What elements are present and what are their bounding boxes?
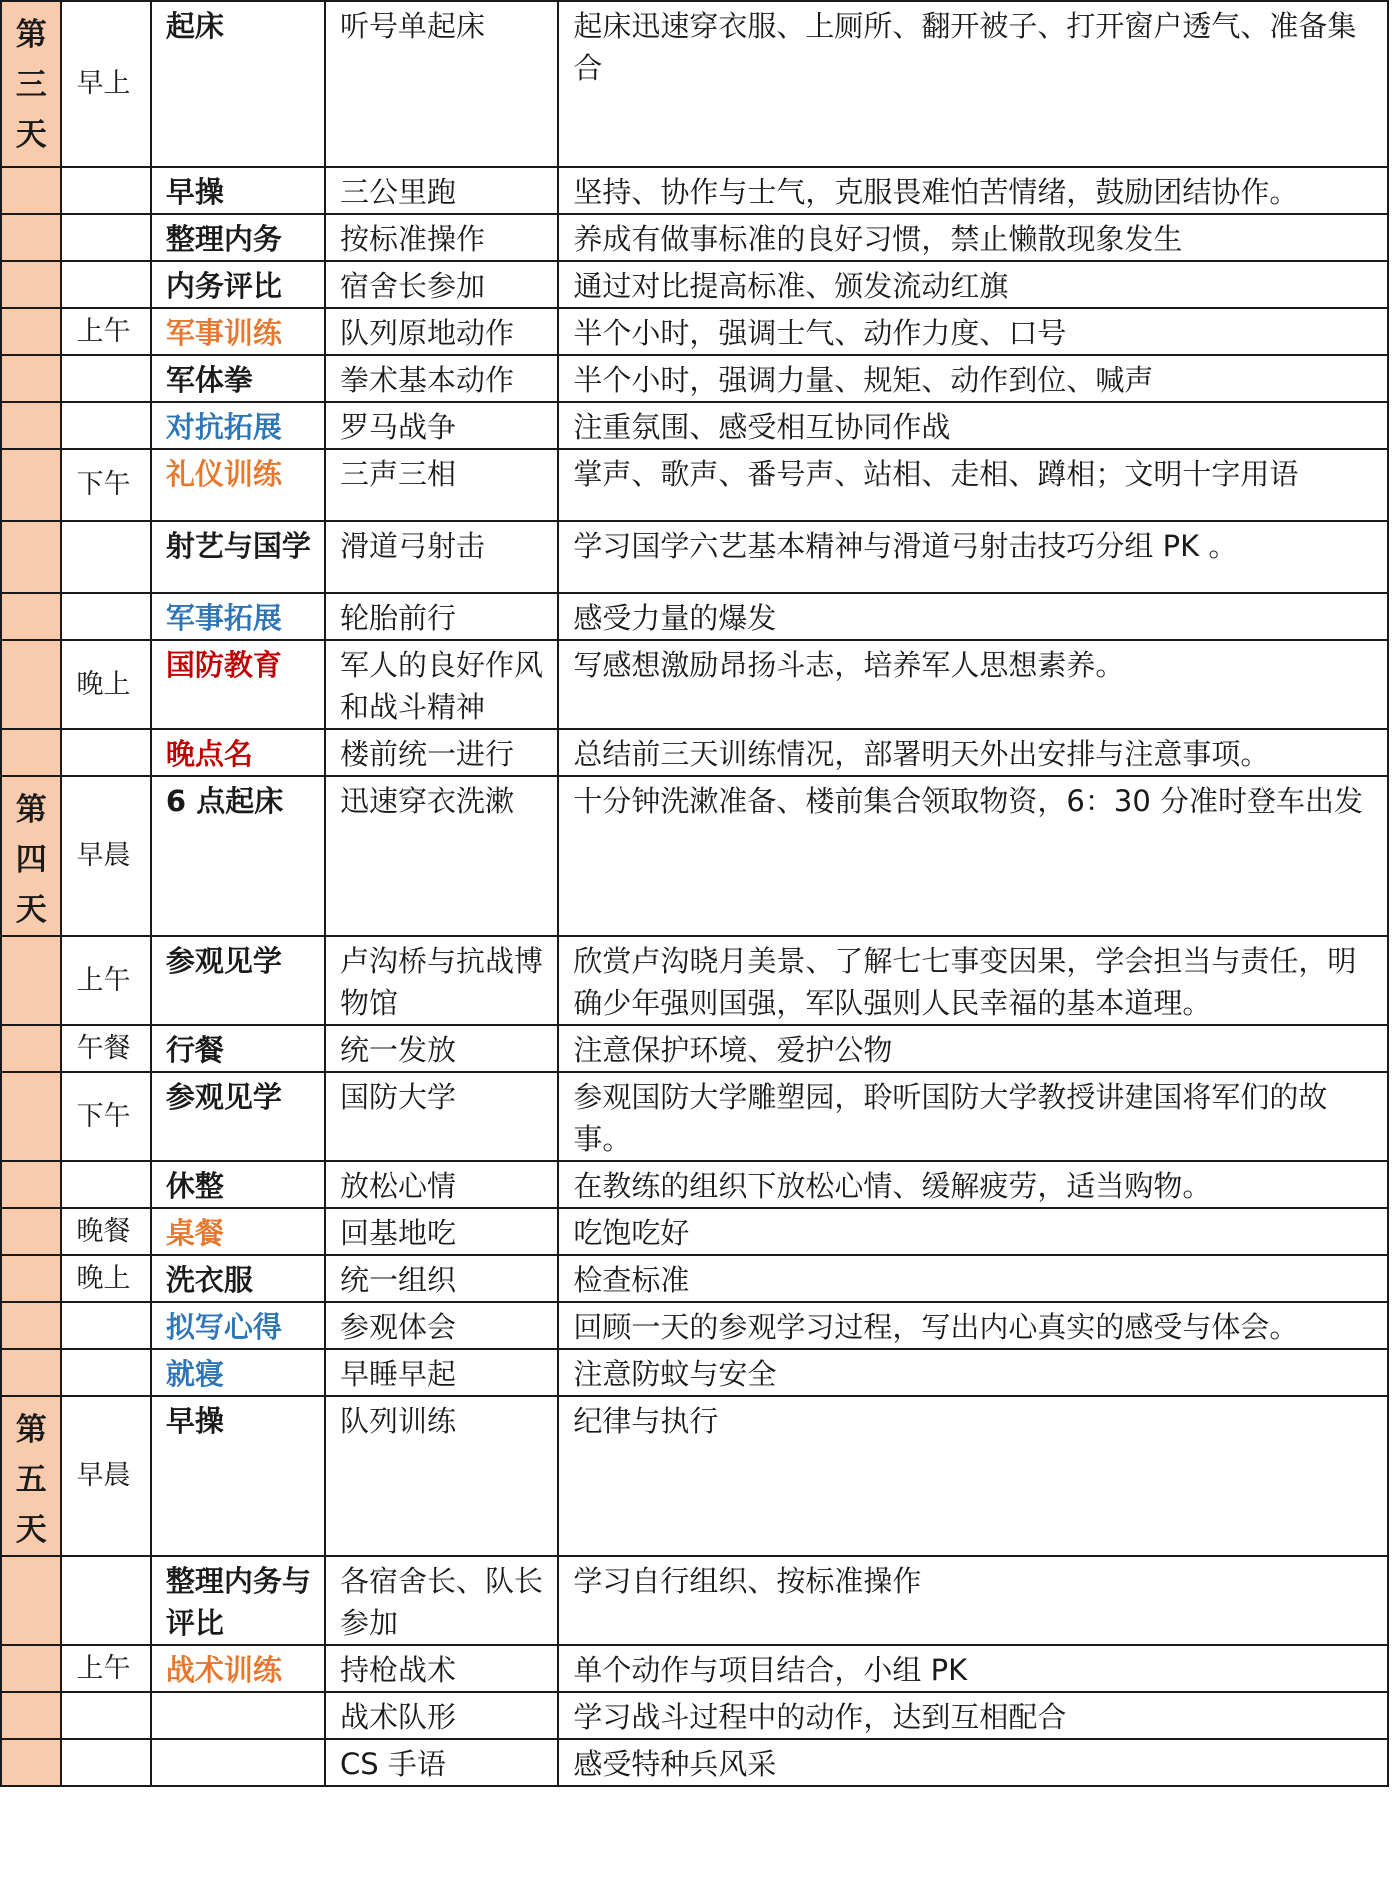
period-cell: 下午 <box>61 449 150 521</box>
day-color-cell <box>1 1692 61 1739</box>
content-cell: 宿舍长参加 <box>325 261 558 308</box>
desc-cell: 学习自行组织、按标准操作 <box>558 1556 1388 1645</box>
period-cell <box>61 355 150 402</box>
item-cell: 国防教育 <box>151 640 325 729</box>
desc-cell: 十分钟洗漱准备、楼前集合领取物资，6：30 分准时登车出发 <box>558 776 1388 936</box>
content-cell: 国防大学 <box>325 1072 558 1161</box>
day-color-cell <box>1 1302 61 1349</box>
desc-cell: 坚持、协作与士气，克服畏难怕苦情绪，鼓励团结协作。 <box>558 167 1388 214</box>
item-cell: 行餐 <box>151 1025 325 1072</box>
period-cell <box>61 167 150 214</box>
content-cell: 统一发放 <box>325 1025 558 1072</box>
period-cell <box>61 402 150 449</box>
day-color-cell <box>1 936 61 1025</box>
table-row <box>1 1349 1388 1396</box>
item-cell: 礼仪训练 <box>151 449 325 521</box>
item-cell: 对抗拓展 <box>151 402 325 449</box>
desc-cell: 注意保护环境、爱护公物 <box>558 1025 1388 1072</box>
item-cell: 军事拓展 <box>151 593 325 640</box>
content-cell: 听号单起床 <box>325 1 558 167</box>
period-cell: 早晨 <box>61 776 150 936</box>
desc-cell: 写感想激励昂扬斗志，培养军人思想素养。 <box>558 640 1388 729</box>
period-cell: 晚上 <box>61 640 150 729</box>
content-cell: 三声三相 <box>325 449 558 521</box>
desc-cell: 感受力量的爆发 <box>558 593 1388 640</box>
content-cell: 放松心情 <box>325 1161 558 1208</box>
day-label-day4: 第 四 天 <box>1 776 61 936</box>
table-row <box>1 936 1388 1025</box>
item-cell: 战术训练 <box>151 1645 325 1692</box>
content-cell: 按标准操作 <box>325 214 558 261</box>
item-cell: 参观见学 <box>151 1072 325 1161</box>
table-row <box>1 1302 1388 1349</box>
period-cell <box>61 1556 150 1645</box>
table-row <box>1 1 1388 167</box>
content-cell: 滑道弓射击 <box>325 521 558 593</box>
desc-cell: 在教练的组织下放松心情、缓解疲劳，适当购物。 <box>558 1161 1388 1208</box>
desc-cell: 单个动作与项目结合，小组 PK <box>558 1645 1388 1692</box>
desc-cell: 吃饱吃好 <box>558 1208 1388 1255</box>
content-cell: 轮胎前行 <box>325 593 558 640</box>
day-color-cell <box>1 1255 61 1302</box>
period-cell: 午餐 <box>61 1025 150 1072</box>
period-cell <box>61 1349 150 1396</box>
content-cell: 早睡早起 <box>325 1349 558 1396</box>
day-color-cell <box>1 167 61 214</box>
period-cell <box>61 1739 150 1786</box>
period-cell: 晚上 <box>61 1255 150 1302</box>
item-cell: 参观见学 <box>151 936 325 1025</box>
desc-cell: 半个小时，强调士气、动作力度、口号 <box>558 308 1388 355</box>
day-color-cell <box>1 1556 61 1645</box>
table-row <box>1 1645 1388 1692</box>
period-cell: 晚餐 <box>61 1208 150 1255</box>
period-cell <box>61 521 150 593</box>
period-cell: 上午 <box>61 308 150 355</box>
table-row <box>1 402 1388 449</box>
content-cell: 三公里跑 <box>325 167 558 214</box>
day-color-cell <box>1 593 61 640</box>
day-color-cell <box>1 355 61 402</box>
item-cell: 起床 <box>151 1 325 167</box>
item-cell: 整理内务 <box>151 214 325 261</box>
content-cell: 队列训练 <box>325 1396 558 1556</box>
item-cell: 6 点起床 <box>151 776 325 936</box>
content-cell: 参观体会 <box>325 1302 558 1349</box>
item-cell: 内务评比 <box>151 261 325 308</box>
desc-cell: 总结前三天训练情况，部署明天外出安排与注意事项。 <box>558 729 1388 776</box>
content-cell: 战术队形 <box>325 1692 558 1739</box>
table-row <box>1 1739 1388 1786</box>
day-color-cell <box>1 1349 61 1396</box>
table-row <box>1 1161 1388 1208</box>
period-cell <box>61 1692 150 1739</box>
day-color-cell <box>1 402 61 449</box>
item-cell: 桌餐 <box>151 1208 325 1255</box>
table-row <box>1 355 1388 402</box>
item-cell: 拟写心得 <box>151 1302 325 1349</box>
desc-cell: 起床迅速穿衣服、上厕所、翻开被子、打开窗户透气、准备集合 <box>558 1 1388 167</box>
day-color-cell <box>1 640 61 729</box>
day-color-cell <box>1 1161 61 1208</box>
period-cell: 上午 <box>61 1645 150 1692</box>
content-cell: 各宿舍长、队长参加 <box>325 1556 558 1645</box>
desc-cell: 参观国防大学雕塑园，聆听国防大学教授讲建国将军们的故事。 <box>558 1072 1388 1161</box>
desc-cell: 学习战斗过程中的动作，达到互相配合 <box>558 1692 1388 1739</box>
content-cell: 卢沟桥与抗战博物馆 <box>325 936 558 1025</box>
day-label-day5: 第 五 天 <box>1 1396 61 1556</box>
day-color-cell <box>1 1072 61 1161</box>
table-row <box>1 1396 1388 1556</box>
desc-cell: 欣赏卢沟晓月美景、了解七七事变因果，学会担当与责任，明确少年强则国强，军队强则人民幸福的基本道理。 <box>558 936 1388 1025</box>
table-row <box>1 521 1388 593</box>
table-row <box>1 1208 1388 1255</box>
desc-cell: 半个小时，强调力量、规矩、动作到位、喊声 <box>558 355 1388 402</box>
day-color-cell <box>1 449 61 521</box>
table-row <box>1 261 1388 308</box>
period-cell <box>61 593 150 640</box>
table-row <box>1 449 1388 521</box>
table-row <box>1 308 1388 355</box>
desc-cell: 感受特种兵风采 <box>558 1739 1388 1786</box>
desc-cell: 学习国学六艺基本精神与滑道弓射击技巧分组 PK 。 <box>558 521 1388 593</box>
table-row <box>1 729 1388 776</box>
period-cell: 早晨 <box>61 1396 150 1556</box>
content-cell: 持枪战术 <box>325 1645 558 1692</box>
period-cell <box>61 261 150 308</box>
table-row <box>1 167 1388 214</box>
item-cell: 军体拳 <box>151 355 325 402</box>
day-color-cell <box>1 1208 61 1255</box>
desc-cell: 通过对比提高标准、颁发流动红旗 <box>558 261 1388 308</box>
day-color-cell <box>1 1025 61 1072</box>
period-cell <box>61 214 150 261</box>
content-cell: 罗马战争 <box>325 402 558 449</box>
day-color-cell <box>1 261 61 308</box>
item-cell <box>151 1739 325 1786</box>
table-row <box>1 1072 1388 1161</box>
table-row <box>1 214 1388 261</box>
period-cell: 下午 <box>61 1072 150 1161</box>
table-row <box>1 776 1388 936</box>
day-color-cell <box>1 214 61 261</box>
desc-cell: 掌声、歌声、番号声、站相、走相、蹲相；文明十字用语 <box>558 449 1388 521</box>
item-cell: 晚点名 <box>151 729 325 776</box>
day-color-cell <box>1 1739 61 1786</box>
desc-cell: 养成有做事标准的良好习惯，禁止懒散现象发生 <box>558 214 1388 261</box>
item-cell: 休整 <box>151 1161 325 1208</box>
day-color-cell <box>1 521 61 593</box>
period-cell: 上午 <box>61 936 150 1025</box>
item-cell: 早操 <box>151 167 325 214</box>
table-row <box>1 1556 1388 1645</box>
desc-cell: 回顾一天的参观学习过程，写出内心真实的感受与体会。 <box>558 1302 1388 1349</box>
content-cell: 楼前统一进行 <box>325 729 558 776</box>
item-cell: 早操 <box>151 1396 325 1556</box>
table-row <box>1 593 1388 640</box>
item-cell: 军事训练 <box>151 308 325 355</box>
content-cell: 军人的良好作风和战斗精神 <box>325 640 558 729</box>
table-row <box>1 1255 1388 1302</box>
desc-cell: 注重氛围、感受相互协同作战 <box>558 402 1388 449</box>
day-color-cell <box>1 308 61 355</box>
content-cell: 统一组织 <box>325 1255 558 1302</box>
desc-cell: 检查标准 <box>558 1255 1388 1302</box>
content-cell: 队列原地动作 <box>325 308 558 355</box>
day-label-day3: 第 三 天 <box>1 1 61 167</box>
desc-cell: 纪律与执行 <box>558 1396 1388 1556</box>
table-row <box>1 1692 1388 1739</box>
period-cell: 早上 <box>61 1 150 167</box>
period-cell <box>61 729 150 776</box>
content-cell: 拳术基本动作 <box>325 355 558 402</box>
content-cell: 迅速穿衣洗漱 <box>325 776 558 936</box>
content-cell: 回基地吃 <box>325 1208 558 1255</box>
period-cell <box>61 1302 150 1349</box>
item-cell: 就寝 <box>151 1349 325 1396</box>
table-row <box>1 1025 1388 1072</box>
table-row <box>1 640 1388 729</box>
desc-cell: 注意防蚊与安全 <box>558 1349 1388 1396</box>
content-cell: CS 手语 <box>325 1739 558 1786</box>
item-cell: 洗衣服 <box>151 1255 325 1302</box>
item-cell: 整理内务与评比 <box>151 1556 325 1645</box>
period-cell <box>61 1161 150 1208</box>
day-color-cell <box>1 729 61 776</box>
item-cell <box>151 1692 325 1739</box>
day-color-cell <box>1 1645 61 1692</box>
item-cell: 射艺与国学 <box>151 521 325 593</box>
